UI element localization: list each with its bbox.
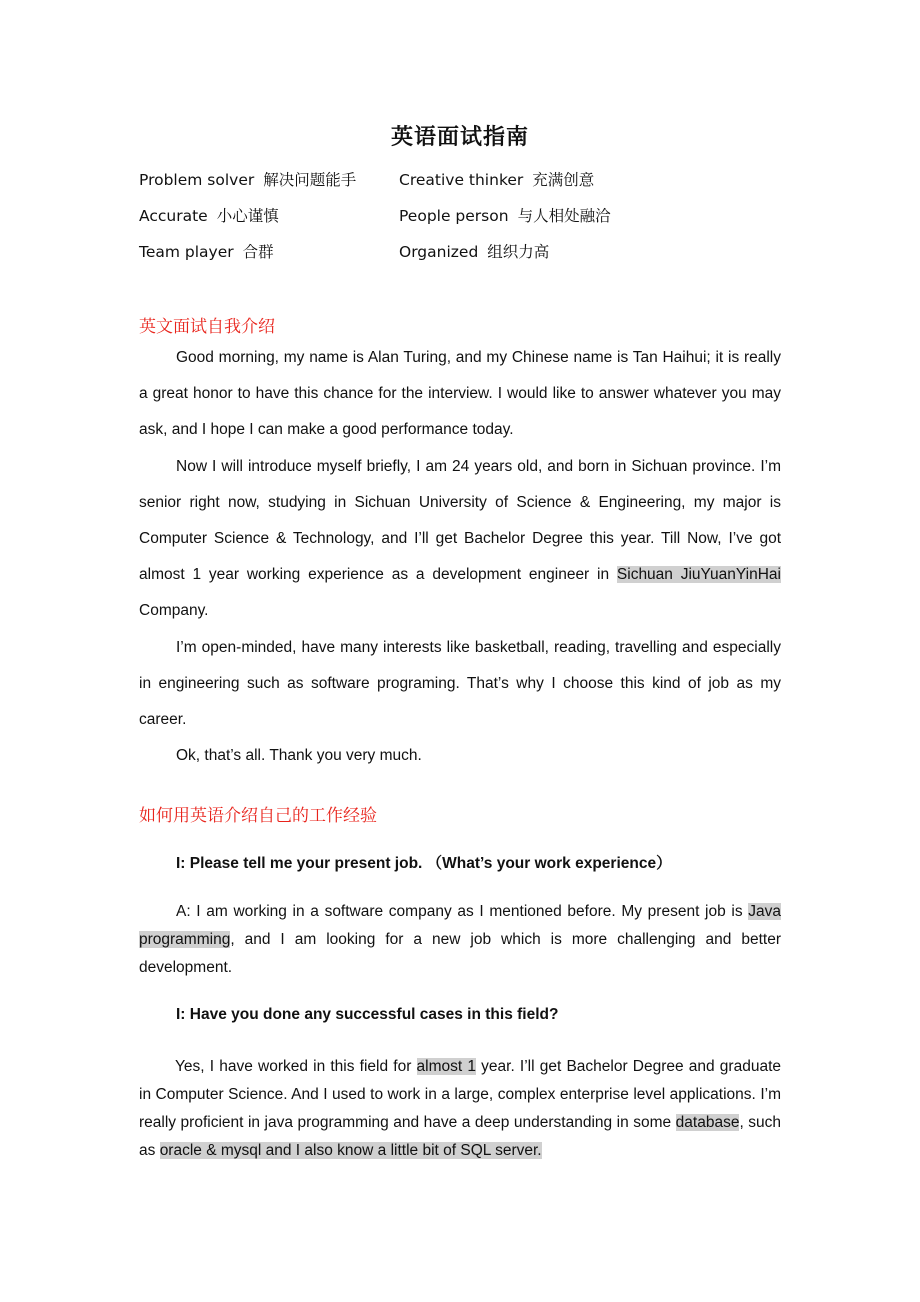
trait-organized (399, 240, 549, 262)
section-heading-self-intro: 英文面试自我介绍 (139, 317, 275, 337)
trait-en: Organized (399, 243, 479, 261)
paragraph-text: year. I’ll get Bachelor Degree and graduate in Computer Science. And I used to work in a large, complex enterprise level applications. I’m really proficient in java programming and have a deep understanding in some (139, 1058, 782, 1131)
document-title: 英语面试指南 (390, 124, 529, 150)
trait-cn: 解决问题能手 (263, 171, 357, 189)
paragraph-interests: I’m open-minded, have many interests like basketball, reading, travelling and especially in engineering such as software programing. That’s why I choose this kind of job as my career. (139, 639, 781, 728)
question-present-job: I: Please tell me your present job. （What’s your work experience） (176, 855, 672, 872)
answer-present-job (139, 898, 781, 982)
paragraph-text: Yes, I have worked in this field for (175, 1058, 417, 1075)
answer-successful-cases (139, 1053, 781, 1165)
paragraph-greeting: Good morning, my name is Alan Turing, and my Chinese name is Tan Haihui; it is really a great honor to have this chance for the interview. I would like to answer whatever you may ask, and I hope I can make a good performance today. (139, 349, 781, 438)
trait-team-player (139, 240, 274, 262)
trait-en: Team player (139, 243, 234, 261)
paragraph-closing: Ok, that’s all. Thank you very much. (176, 747, 422, 764)
highlighted-programming: programming (139, 931, 231, 948)
trait-en: People person (399, 207, 509, 225)
highlighted-databases-list: oracle & mysql and I also know a little bit of SQL server. (159, 1142, 542, 1159)
trait-problem-solver (139, 168, 356, 190)
question-successful-cases: I: Have you done any successful cases in this field? (176, 1006, 559, 1023)
paragraph-text: Now I will introduce myself briefly, I am 24 years old, and born in Sichuan province. I’m senior right now, studying in Sichuan University of Science & Engineering, my major is Computer Science & Technology, and I’ll get Bachelor Degree this year. Till Now, I’ve got almost 1 year working experience as a development engineer in (139, 458, 781, 583)
paragraph-text: Company. (139, 602, 209, 619)
trait-en: Problem solver (139, 171, 255, 189)
highlighted-database: database (675, 1114, 740, 1131)
trait-creative-thinker (399, 168, 594, 190)
trait-people-person (399, 204, 611, 226)
paragraph-text: A: I am working in a software company as I mentioned before. My present job is (176, 903, 749, 920)
highlighted-almost-1: almost 1 (416, 1058, 476, 1075)
trait-cn: 小心谨慎 (216, 207, 279, 225)
highlighted-java: Java (748, 903, 781, 920)
paragraph-background (139, 449, 781, 629)
paragraph-text: , such as (139, 1114, 781, 1159)
highlighted-company: Sichuan JiuYuanYinHai (616, 566, 781, 583)
trait-en: Accurate (139, 207, 208, 225)
paragraph-text: , and I am looking for a new job which is more challenging and better development. (139, 931, 781, 976)
trait-en: Creative thinker (399, 171, 524, 189)
section-heading-work-experience: 如何用英语介绍自己的工作经验 (139, 806, 377, 826)
trait-cn: 组织力高 (487, 243, 550, 261)
trait-cn: 充满创意 (532, 171, 595, 189)
trait-accurate (139, 204, 279, 226)
trait-cn: 与人相处融洽 (517, 207, 611, 225)
trait-cn: 合群 (242, 243, 274, 261)
